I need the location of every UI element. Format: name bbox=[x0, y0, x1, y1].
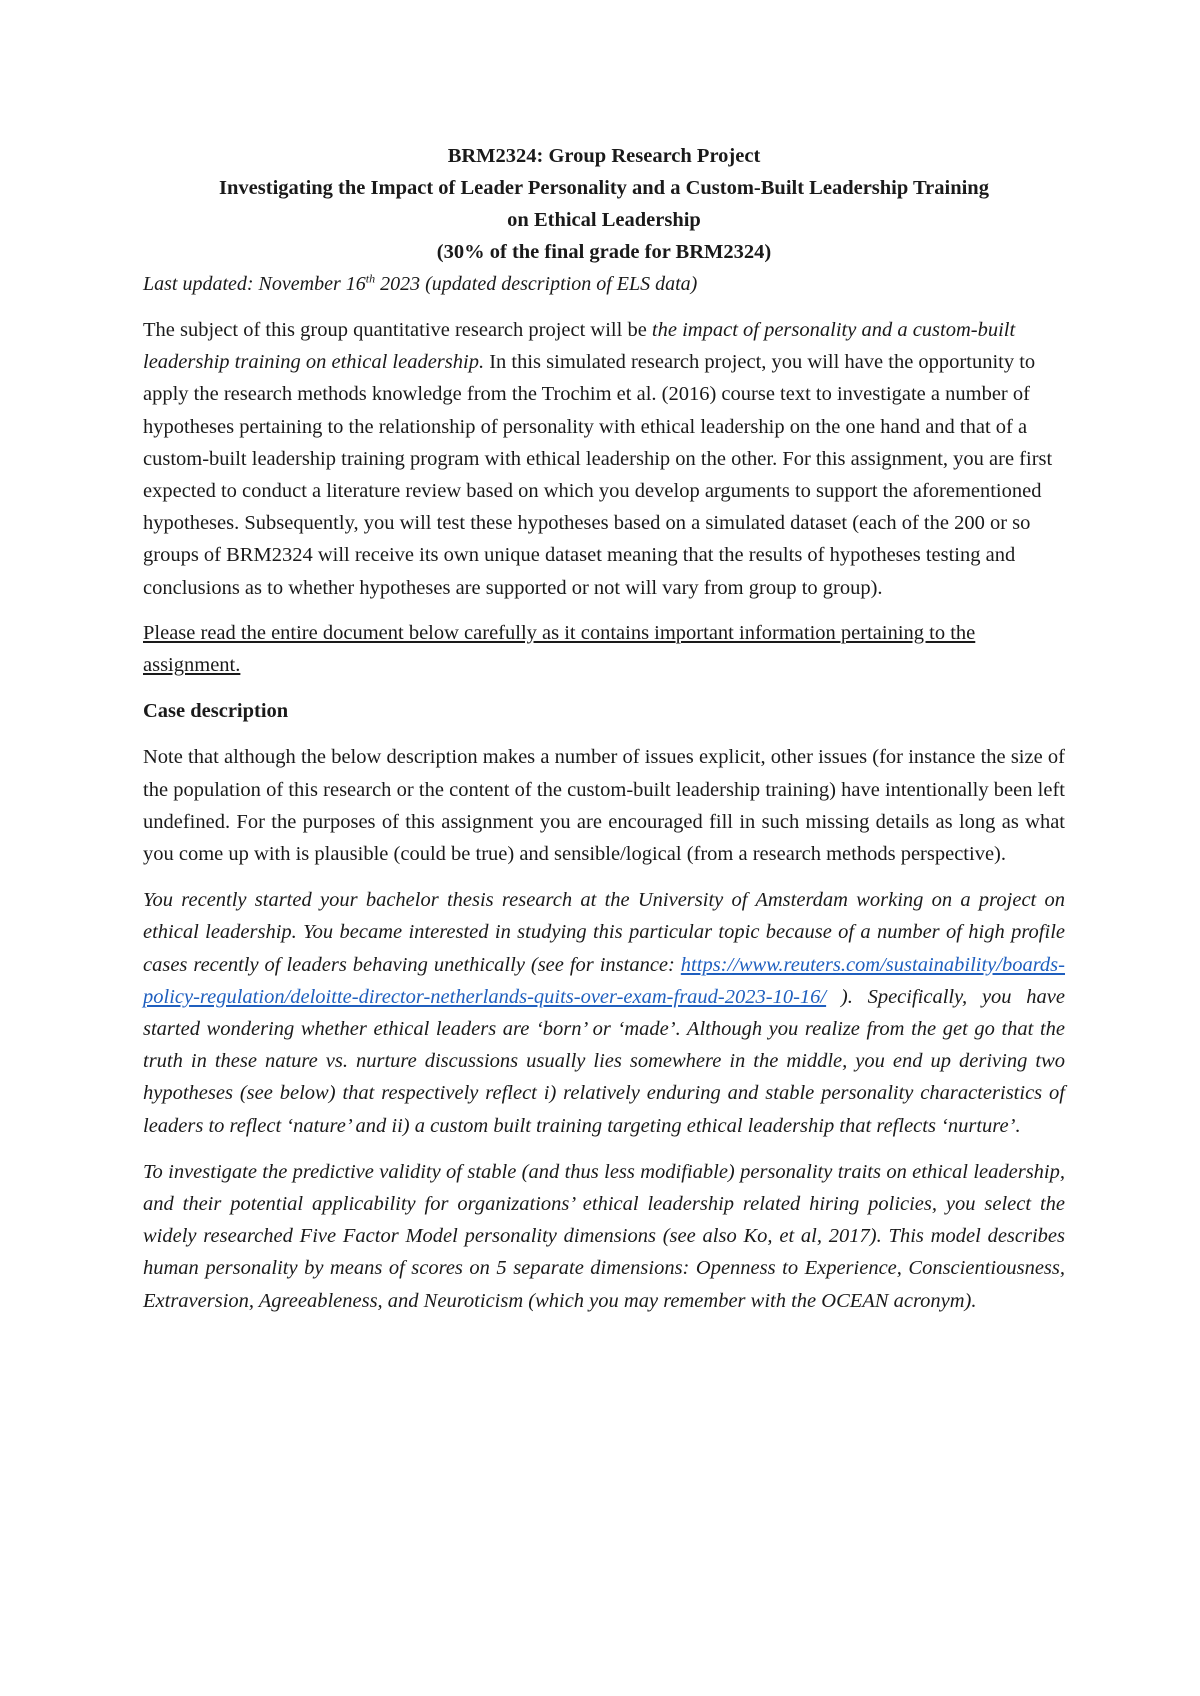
grade-weight: (30% of the final grade for BRM2324) bbox=[436, 241, 772, 263]
project-title-line1: Investigating the Impact of Leader Personality and a Custom-Built Leadership Training bbox=[219, 177, 989, 199]
read-carefully-notice: Please read the entire document below carefully as it contains important information pertaining to the assignment. bbox=[143, 621, 976, 677]
last-updated bbox=[143, 268, 1065, 300]
course-title: BRM2324: Group Research Project bbox=[447, 145, 761, 167]
reuters-article-link[interactable]: https://www.reuters.com/sustainability/boards-policy-regulation/deloitte-director-netherlands-quits-over-exam-fraud-2023-10-16/ bbox=[143, 953, 1065, 1008]
intro-text-start: The subject of this group quantitative research project will be bbox=[143, 319, 652, 341]
case-note-paragraph: Note that although the below description makes a number of issues explicit, other issues (for instance the size of the population of this research or the content of the custom-built leadership training) have intentionally been left undefined. For the purposes of this assignment you are encouraged fill in such missing details as long as what you come up with is plausible (could be true) and sensible/logical (from a research methods perspective). bbox=[143, 746, 1065, 866]
case-paragraph-1 bbox=[143, 884, 1065, 1142]
case-paragraph-2: To investigate the predictive validity of stable (and thus less modifiable) personality traits on ethical leadership, and their potential applicability for organizations’ ethical leadership related hiring policies, you select the widely researched Five Factor Model personality dimensions (see also Ko, et al, 2017). This model describes human personality by means of scores on 5 separate dimensions: Openness to Experience, Conscientiousness, Extraversion, Agreeableness, and Neuroticism (which you may remember with the OCEAN acronym). bbox=[143, 1160, 1065, 1312]
case-paragraph-1-start: You recently started your bachelor thesis research at the University of Amsterdam working on a project on ethical leadership. You became interested in studying this particular topic because of a number of high profile cases recently of leaders behaving unethically (see for instance: bbox=[143, 889, 1065, 976]
last-updated-ordinal: th bbox=[365, 271, 376, 286]
intro-italic-topic: the impact of personality and a custom-built leadership training on ethical leadership. bbox=[143, 319, 1016, 374]
document-page bbox=[143, 140, 1065, 1317]
last-updated-prefix: Last updated: November 16 bbox=[143, 273, 366, 295]
intro-paragraph bbox=[143, 314, 1065, 604]
document-title-block bbox=[143, 140, 1065, 268]
case-paragraph-1-rest: ). Specifically, you have started wondering whether ethical leaders are ‘born’ or ‘made’. Although you realize from the get go that the truth in these nature vs. nurture discussions usually lies somewhere in the middle, you end up deriving two hypotheses (see below) that respectively reflect i) relatively enduring and stable personality characteristics of leaders to reflect ‘nature’ and ii) a custom built training targeting ethical leadership that reflects ‘nurture’. bbox=[143, 985, 1065, 1137]
last-updated-suffix: 2023 (updated description of ELS data) bbox=[375, 273, 698, 295]
case-description-heading: Case description bbox=[143, 700, 289, 723]
intro-text-rest: In this simulated research project, you will have the opportunity to apply the research methods knowledge from the Trochim et al. (2016) course text to investigate a number of hypotheses pertaining to the relationship of personality with ethical leadership on the one hand and that of a custom-built leadership training program with ethical leadership on the other. For this assignment, you are first expected to conduct a literature review based on which you develop arguments to support the aforementioned hypotheses. Subsequently, you will test these hypotheses based on a simulated dataset (each of the 200 or so groups of BRM2324 will receive its own unique dataset meaning that the results of hypotheses testing and conclusions as to whether hypotheses are supported or not will vary from group to group). bbox=[143, 351, 1053, 599]
project-title-line2: on Ethical Leadership bbox=[507, 209, 701, 231]
